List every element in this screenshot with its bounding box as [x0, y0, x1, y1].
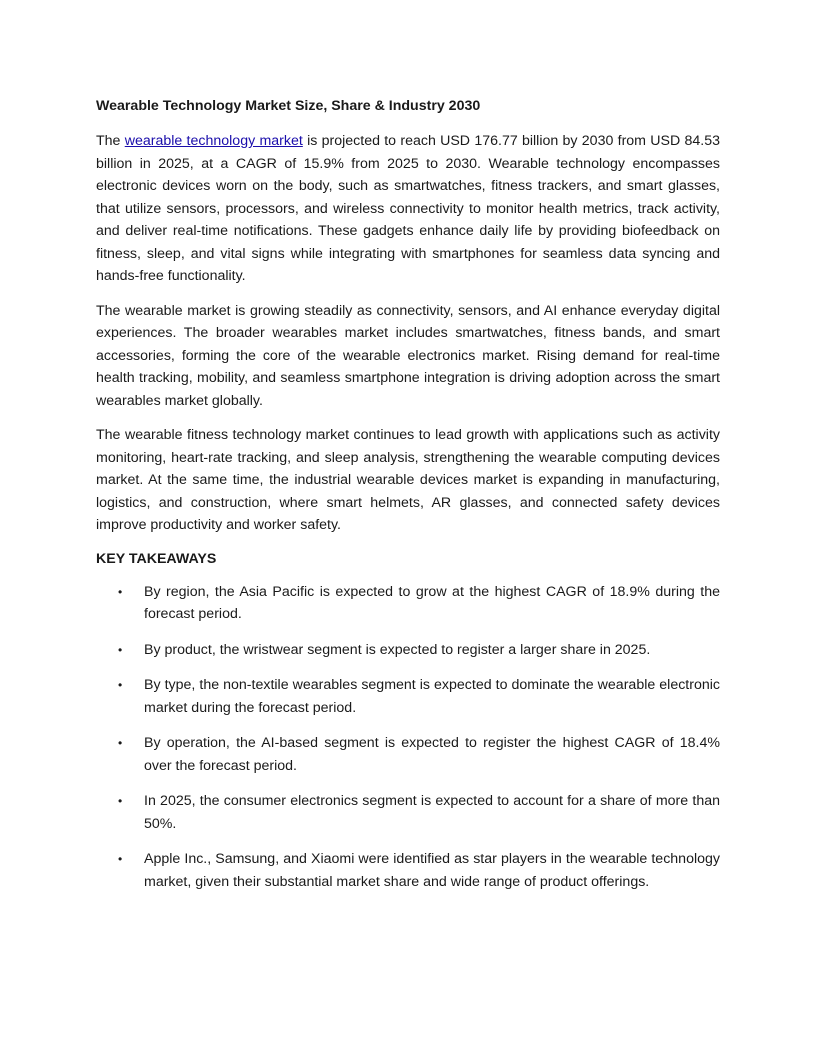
list-item: [96, 639, 720, 662]
wearable-technology-market-link[interactable]: wearable technology market: [124, 133, 303, 149]
list-item: [96, 732, 720, 777]
list-item: [96, 790, 720, 835]
bullet-icon: •: [118, 642, 123, 657]
intro-text: is projected to reach USD 176.77 billion by 2030 from USD 84.53 billion in 2025, at a CAGR of 15.9% from 2025 to 2030. Wearable technology encompasses electronic devices worn on the body, such as smartwatches, fitness trackers, and smart glasses, that utilize sensors, processors, and wireless connectivity to monitor health metrics, track activity, and deliver real-time notifications. These gadgets enhance daily life by providing biofeedback on fitness, sleep, and vital signs while integrating with smartphones for seamless data syncing and hands-free functionality.: [96, 133, 720, 284]
key-takeaways-heading: KEY TAKEAWAYS: [96, 550, 217, 567]
takeaway-text: In 2025, the consumer electronics segment is expected to account for a share of more than 50%.: [144, 793, 720, 832]
market-growth-paragraph: The wearable market is growing steadily as connectivity, sensors, and AI enhance everyday digital experiences. The broader wearables market includes smartwatches, fitness bands, and smart accessories, forming the core of the wearable electronics market. Rising demand for real-time health tracking, mobility, and seamless smartphone integration is driving adoption across the smart wearables market globally.: [96, 302, 720, 409]
takeaway-text: By type, the non-textile wearables segment is expected to dominate the wearable electronic market during the forecast period.: [144, 677, 720, 716]
key-takeaways-list: [96, 581, 720, 894]
bullet-icon: •: [118, 794, 123, 808]
takeaway-text: By operation, the AI-based segment is expected to register the highest CAGR of 18.4% over the forecast period.: [144, 735, 720, 774]
intro-paragraph: [96, 130, 720, 288]
takeaway-text: Apple Inc., Samsung, and Xiaomi were identified as star players in the wearable technology market, given their substantial market share and wide range of product offerings.: [144, 851, 720, 890]
list-item: [96, 581, 720, 626]
list-item: [96, 848, 720, 893]
takeaway-text: By product, the wristwear segment is expected to register a larger share in 2025.: [144, 641, 651, 658]
bullet-icon: •: [118, 736, 123, 750]
bullet-icon: •: [118, 584, 123, 599]
bullet-icon: •: [118, 852, 123, 866]
intro-prefix: The: [96, 133, 125, 149]
document-page: [96, 96, 720, 906]
page-title: Wearable Technology Market Size, Share & Industry 2030: [96, 98, 481, 114]
fitness-industrial-paragraph: The wearable fitness technology market continues to lead growth with applications such as activity monitoring, heart-rate tracking, and sleep analysis, strengthening the wearable computing devices market. At the same time, the industrial wearable devices market is expanding in manufacturing, logistics, and construction, where smart helmets, AR glasses, and connected safety devices improve productivity and worker safety.: [96, 427, 720, 533]
bullet-icon: •: [118, 678, 123, 692]
list-item: [96, 674, 720, 719]
takeaway-text: By region, the Asia Pacific is expected to grow at the highest CAGR of 18.9% during the forecast period.: [144, 583, 720, 622]
